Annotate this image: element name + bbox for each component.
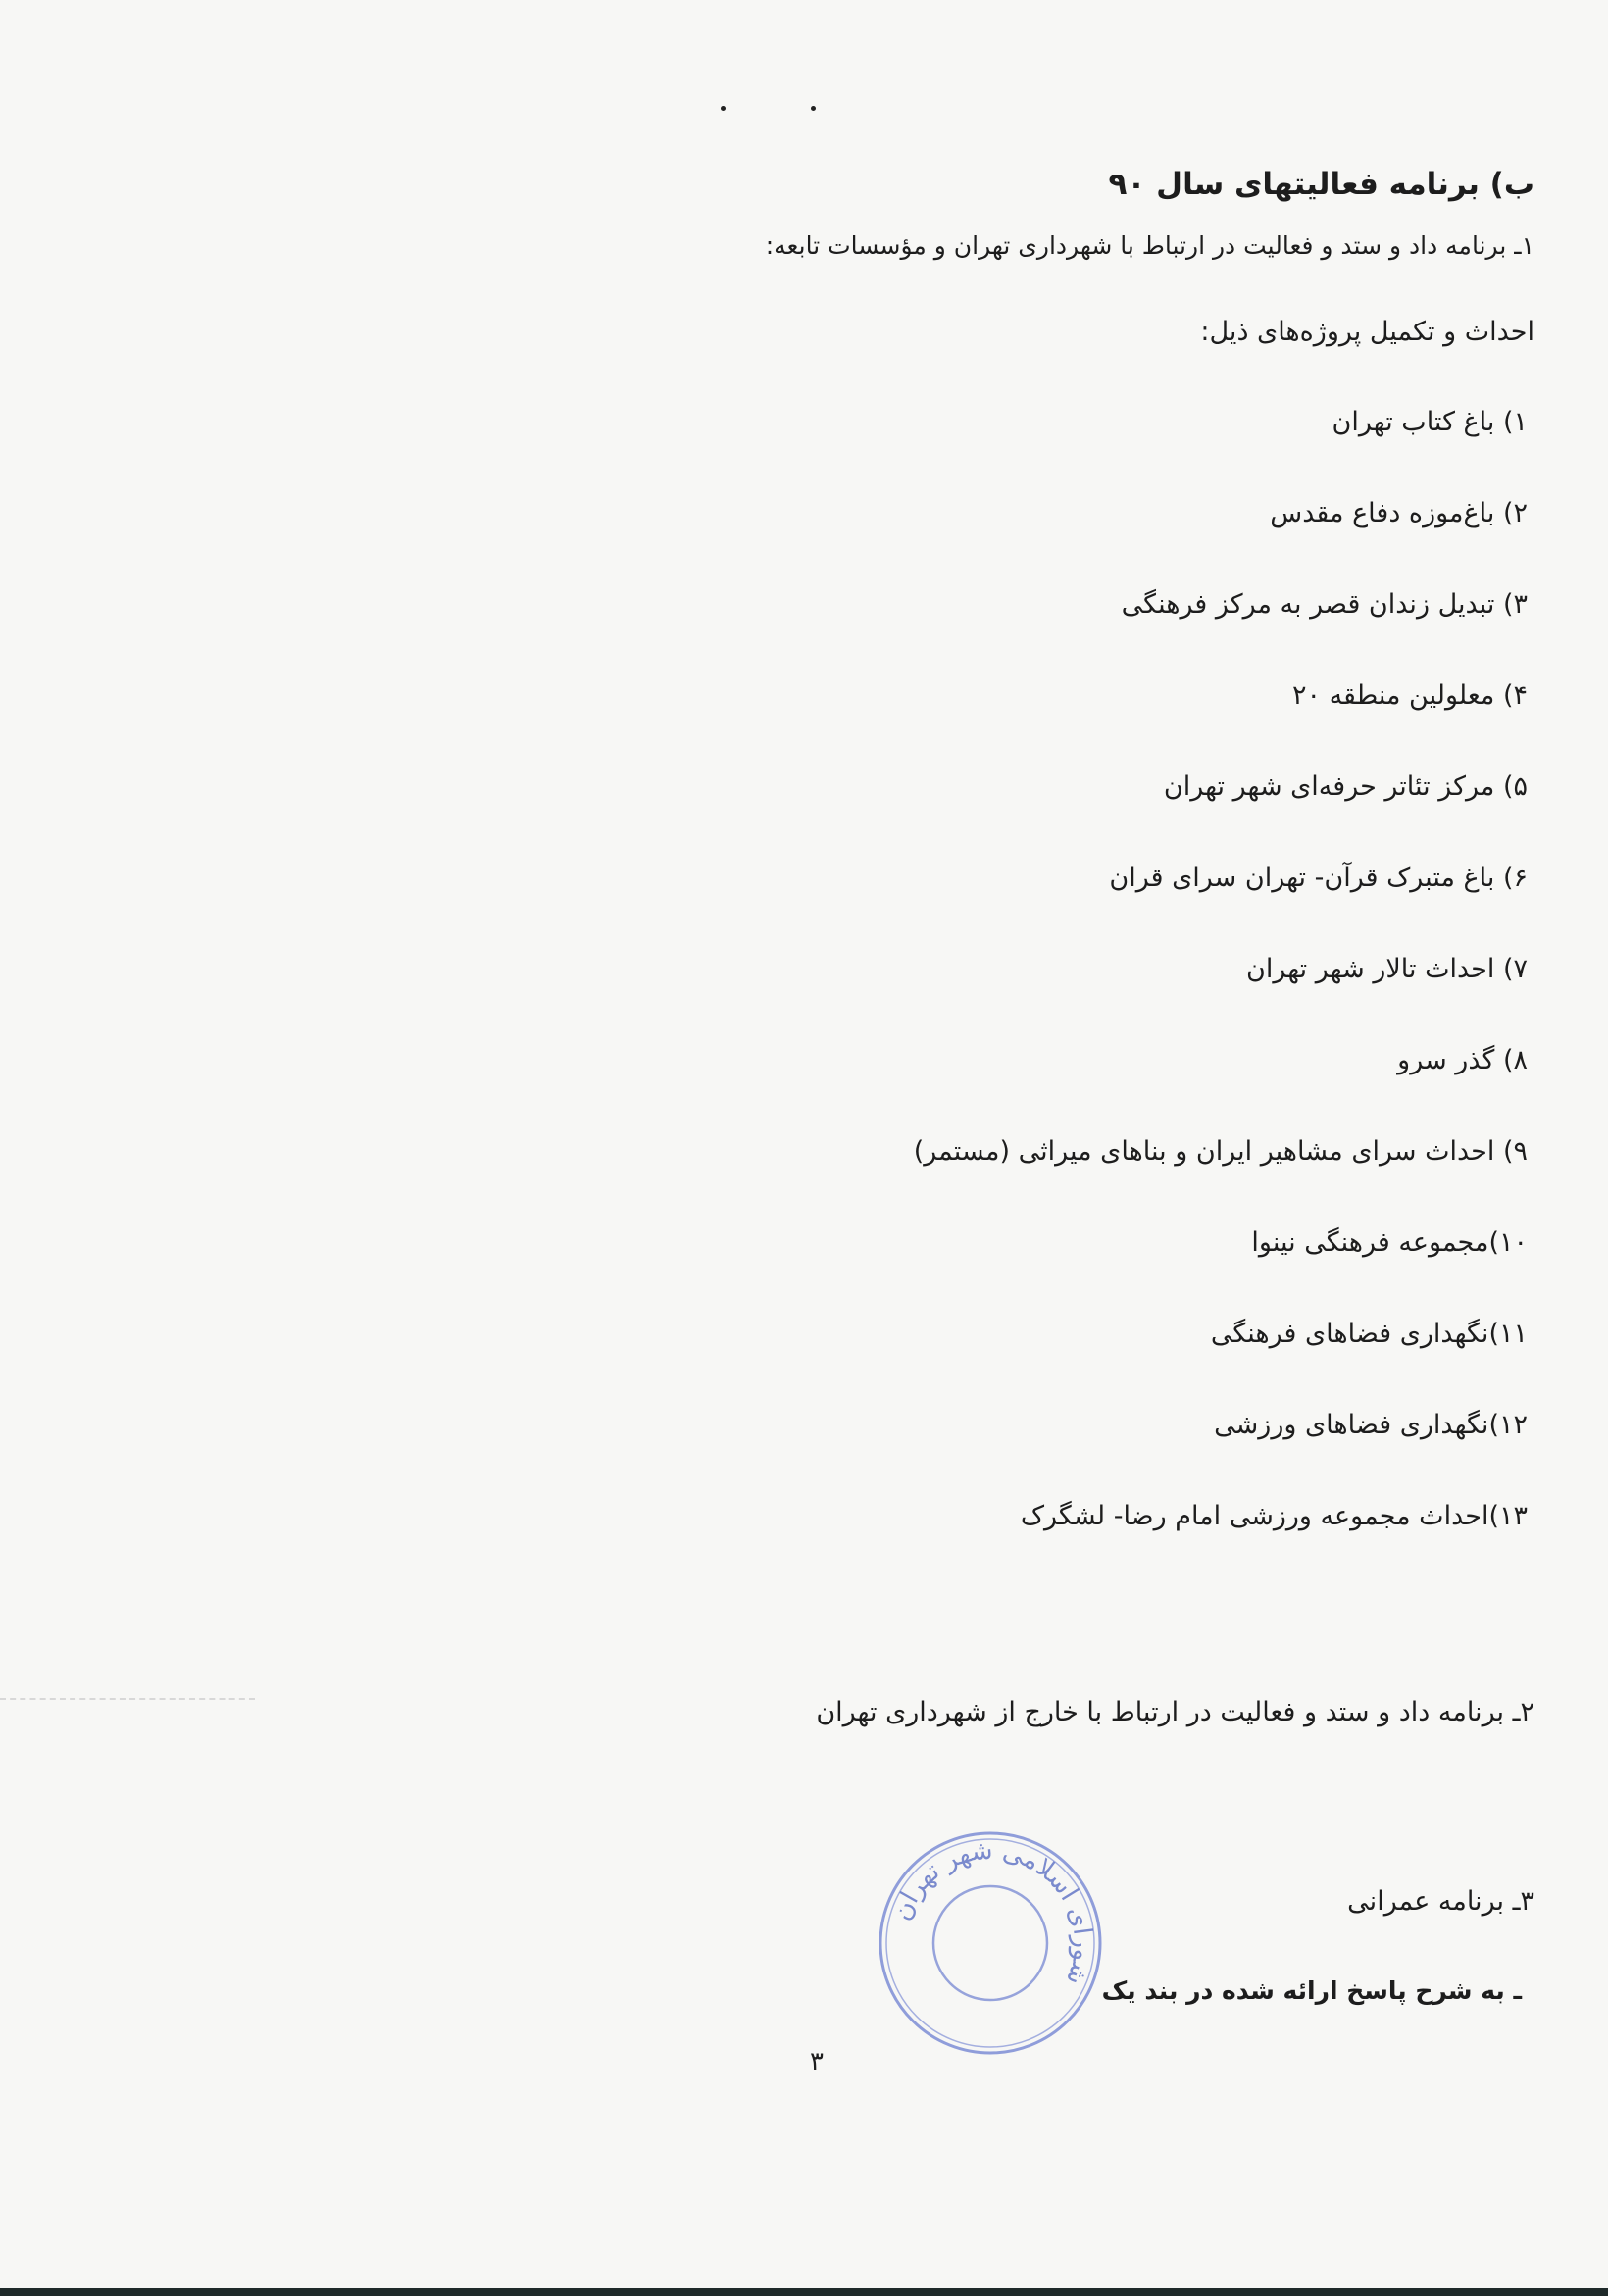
list-item: ۵) مرکز تئاتر حرفه‌ای شهر تهران (1163, 772, 1528, 802)
list-item: ۳) تبدیل زندان قصر به مرکز فرهنگی (1121, 589, 1528, 620)
list-item: ۲) باغ‌موزه دفاع مقدس (1270, 498, 1528, 528)
page-number: ۳ (810, 2047, 824, 2076)
intro-text: احداث و تکمیل پروژه‌های ذیل: (1200, 317, 1534, 347)
scan-bottom-edge (0, 2288, 1608, 2296)
list-item: ۱۰)مجموعه فرهنگی نینوا (1251, 1227, 1528, 1258)
list-item: ۷) احداث تالار شهر تهران (1246, 954, 1528, 984)
list-item: ۶) باغ متبرک قرآن- تهران سرای قران (1109, 863, 1528, 893)
section-3-note: ـ به شرح پاسخ ارائه شده در بند یک (1101, 1976, 1522, 2005)
list-item: ۸) گذر سرو (1397, 1045, 1528, 1075)
section-3-title: ۳ـ برنامه عمرانی (1347, 1886, 1534, 1917)
list-item: ۱) باغ کتاب تهران (1332, 407, 1528, 437)
section-1-title: ۱ـ برنامه داد و ستد و فعالیت در ارتباط با شهرداری تهران و مؤسسات تابعه: (765, 231, 1534, 260)
stamp-text: شورای اسلامی شهر تهران (886, 1835, 1098, 1989)
list-item: ۱۱)نگهداری فضاهای فرهنگی (1210, 1319, 1528, 1349)
list-item: ۱۲)نگهداری فضاهای ورزشی (1214, 1410, 1528, 1440)
list-item: ۱۳)احداث مجموعه ورزشی امام رضا- لشگرک (1020, 1501, 1528, 1531)
section-heading: ب) برنامه فعالیتهای سال ۹۰ (1108, 167, 1534, 202)
dot-mark (721, 106, 726, 111)
official-stamp-icon (873, 1825, 1108, 2061)
scan-edge-line (0, 1698, 255, 1700)
dot-mark (811, 106, 816, 111)
list-item: ۹) احداث سرای مشاهیر ایران و بناهای میراثی (مستمر) (913, 1136, 1528, 1167)
top-dots (721, 106, 819, 118)
section-2-title: ۲ـ برنامه داد و ستد و فعالیت در ارتباط با خارج از شهرداری تهران (816, 1697, 1534, 1727)
list-item: ۴) معلولین منطقه ۲۰ (1291, 680, 1528, 711)
